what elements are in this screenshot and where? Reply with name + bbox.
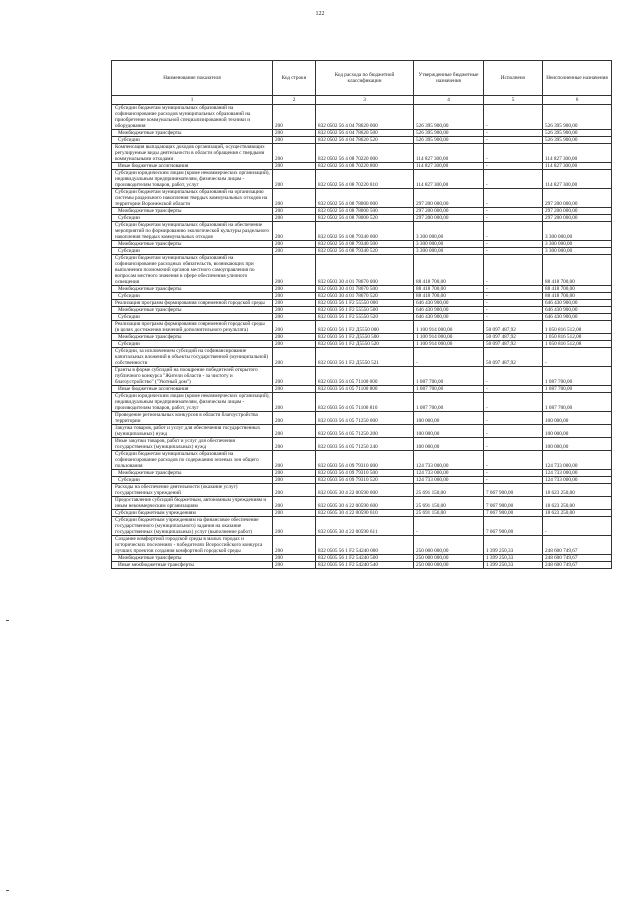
row-name: Гранты в форме субсидий на поощрение победителей открытого публичного конкурса "Жители области - за чистоту и благоустройство" ("Уютный дом")	[112, 367, 273, 386]
row-remaining-amount: 248 600 749,67	[543, 555, 612, 562]
row-name: Межбюджетные трансферты	[112, 208, 273, 215]
header-remaining: Неисполненные назначения	[543, 61, 612, 96]
row-name: Иные бюджетные ассигнования	[112, 386, 273, 393]
row-line-code: 200	[273, 241, 316, 248]
header-name: Наименование показателя	[112, 61, 273, 96]
row-line-code: 200	[273, 451, 316, 470]
row-line-code: 200	[273, 536, 316, 555]
row-classification-code: 832 0503 56 4 09 79310 520	[316, 477, 414, 484]
row-line-code: 200	[273, 497, 316, 510]
row-classification-code: 832 0505 56 1 F2 54240 500	[316, 555, 414, 562]
row-executed-amount: -	[484, 144, 543, 163]
row-line-code: 200	[273, 300, 316, 307]
row-remaining-amount: 114 827 300,00	[543, 170, 612, 189]
row-executed-amount: 1 399 250,33	[484, 536, 543, 555]
row-classification-code: 832 0503 30 4 01 78670 500	[316, 286, 414, 293]
row-executed-amount: -	[484, 105, 543, 130]
table-row	[112, 314, 612, 321]
row-classification-code: 832 0503 56 1 F2 55550 520	[316, 314, 414, 321]
scan-mark	[6, 620, 9, 621]
row-approved-amount: 114 827 300,00	[414, 163, 484, 170]
row-line-code: 200	[273, 477, 316, 484]
row-approved-amount: 646 430 900,00	[414, 314, 484, 321]
table-row	[112, 321, 612, 334]
row-approved-amount: 100 000,00	[414, 438, 484, 451]
row-approved-amount: 100 000,00	[414, 425, 484, 438]
row-classification-code: 832 0505 30 4 22 00590 000	[316, 484, 414, 497]
row-line-code: 200	[273, 163, 316, 170]
column-number: 3	[316, 96, 414, 105]
row-remaining-amount: -	[543, 348, 612, 367]
row-approved-amount: 1 087 700,00	[414, 367, 484, 386]
row-approved-amount: 3 300 000,00	[414, 241, 484, 248]
row-name: Субсидии	[112, 248, 273, 255]
table-row	[112, 286, 612, 293]
row-classification-code: 832 0502 56 4 04 78620 520	[316, 137, 414, 144]
row-name: Субсидии бюджетам муниципальных образований на софинансирование расходных обязательств, возникающих при выполнении полномочий органов местного самоуправления по вопросам местного значения в сфере обеспечения уличного освещения	[112, 255, 273, 286]
row-approved-amount: 297 200 000,00	[414, 208, 484, 215]
row-name: Субсидии	[112, 137, 273, 144]
row-executed-amount: 1 399 250,33	[484, 555, 543, 562]
row-executed-amount: -	[484, 189, 543, 208]
row-line-code: 200	[273, 215, 316, 222]
row-remaining-amount: 526 395 900,00	[543, 130, 612, 137]
row-remaining-amount: 114 827 300,00	[543, 144, 612, 163]
row-line-code: 200	[273, 137, 316, 144]
row-executed-amount: -	[484, 215, 543, 222]
table-row	[112, 348, 612, 367]
row-name: Закупка товаров, работ и услуг для обеспечения государственных (муниципальных) нужд	[112, 425, 273, 438]
row-remaining-amount: 3 300 000,00	[543, 241, 612, 248]
row-executed-amount: -	[484, 393, 543, 412]
row-classification-code: 832 0503 56 1 F2 55550 000	[316, 300, 414, 307]
row-name: Субсидии	[112, 293, 273, 300]
row-approved-amount: 297 200 000,00	[414, 215, 484, 222]
row-approved-amount: 100 000,00	[414, 412, 484, 425]
row-remaining-amount: 297 200 000,00	[543, 189, 612, 208]
row-name: Субсидии	[112, 477, 273, 484]
row-remaining-amount: 3 300 000,00	[543, 248, 612, 255]
row-executed-amount: 50 097 487,92	[484, 341, 543, 348]
row-executed-amount: -	[484, 300, 543, 307]
table-row	[112, 510, 612, 517]
row-name: Межбюджетные трансферты	[112, 241, 273, 248]
row-remaining-amount: 124 733 000,00	[543, 451, 612, 470]
row-approved-amount: 114 827 300,00	[414, 170, 484, 189]
row-name: Компенсация выпадающих доходов организаций, осуществляющих регулируемые виды деятельности в области обращения с твердыми коммунальными отходами	[112, 144, 273, 163]
row-approved-amount: 646 430 900,00	[414, 307, 484, 314]
row-line-code: 200	[273, 248, 316, 255]
row-remaining-amount: 1 050 816 512,08	[543, 321, 612, 334]
row-classification-code: 832 0502 56 4 08 78000 500	[316, 208, 414, 215]
page-number: 122	[315, 11, 325, 17]
row-executed-amount: 50 097 487,92	[484, 334, 543, 341]
row-approved-amount: 1 100 914 000,00	[414, 321, 484, 334]
row-approved-amount: 88 418 700,00	[414, 286, 484, 293]
row-approved-amount: 250 000 000,00	[414, 562, 484, 569]
row-name: Субсидии бюджетным учреждениям	[112, 510, 273, 517]
table-row	[112, 137, 612, 144]
row-remaining-amount: 100 000,00	[543, 425, 612, 438]
row-executed-amount: 7 067 900,00	[484, 517, 543, 536]
row-line-code: 200	[273, 208, 316, 215]
row-remaining-amount: 248 600 749,67	[543, 536, 612, 555]
row-approved-amount: 114 827 300,00	[414, 144, 484, 163]
row-approved-amount: 1 100 914 000,00	[414, 334, 484, 341]
row-line-code: 200	[273, 517, 316, 536]
table-row	[112, 425, 612, 438]
row-line-code: 200	[273, 286, 316, 293]
table-row	[112, 215, 612, 222]
column-number: 2	[273, 96, 316, 105]
row-name: Создание комфортной городской среды в малых городах и исторических поселениях - победителях Всероссийского конкурса лучших проектов создания комфортной городской среды	[112, 536, 273, 555]
column-number: 1	[112, 96, 273, 105]
row-classification-code: 832 0505 56 1 F2 54240 540	[316, 562, 414, 569]
row-line-code: 200	[273, 130, 316, 137]
row-classification-code: 832 0503 56 4 05 71100 000	[316, 367, 414, 386]
row-name: Межбюджетные трансферты	[112, 286, 273, 293]
row-remaining-amount: 88 418 700,00	[543, 255, 612, 286]
row-name: Субсидии	[112, 215, 273, 222]
row-classification-code: 832 0503 56 4 09 79310 000	[316, 451, 414, 470]
column-number-row	[112, 96, 612, 105]
row-approved-amount: 88 418 700,00	[414, 255, 484, 286]
table-row	[112, 222, 612, 241]
row-executed-amount: -	[484, 314, 543, 321]
row-line-code: 200	[273, 105, 316, 130]
row-line-code: 200	[273, 510, 316, 517]
row-line-code: 200	[273, 189, 316, 208]
table-row	[112, 517, 612, 536]
row-executed-amount: 1 399 250,33	[484, 562, 543, 569]
row-remaining-amount: 124 733 000,00	[543, 470, 612, 477]
row-classification-code: 832 0502 56 4 04 78620 000	[316, 105, 414, 130]
row-remaining-amount: 18 623 250,00	[543, 497, 612, 510]
row-executed-amount: 7 067 900,00	[484, 484, 543, 497]
row-approved-amount: 124 733 000,00	[414, 451, 484, 470]
header-line-code: Код строки	[273, 61, 316, 96]
row-line-code: 200	[273, 438, 316, 451]
row-classification-code: 832 0502 56 4 08 79340 520	[316, 248, 414, 255]
row-approved-amount: 1 087 700,00	[414, 386, 484, 393]
row-approved-amount: 1 100 914 000,00	[414, 341, 484, 348]
table-row	[112, 130, 612, 137]
row-remaining-amount: 526 395 900,00	[543, 105, 612, 130]
row-remaining-amount: 1 087 700,00	[543, 393, 612, 412]
row-line-code: 200	[273, 170, 316, 189]
row-remaining-amount: 646 430 900,00	[543, 307, 612, 314]
row-classification-code: 832 0503 56 1 F2 55550 500	[316, 307, 414, 314]
row-line-code: 200	[273, 386, 316, 393]
row-executed-amount: -	[484, 386, 543, 393]
row-approved-amount: 3 300 000,00	[414, 248, 484, 255]
row-classification-code: 832 0503 30 4 01 78670 000	[316, 255, 414, 286]
row-line-code: 200	[273, 255, 316, 286]
row-executed-amount: -	[484, 367, 543, 386]
row-name: Межбюджетные трансферты	[112, 470, 273, 477]
table-row	[112, 334, 612, 341]
table-row	[112, 412, 612, 425]
row-name: Иные бюджетные ассигнования	[112, 163, 273, 170]
row-classification-code: 832 0503 56 4 05 71100 810	[316, 393, 414, 412]
row-approved-amount: 1 087 700,00	[414, 393, 484, 412]
table-row	[112, 105, 612, 130]
row-approved-amount: 250 000 000,00	[414, 536, 484, 555]
row-classification-code: 832 0503 30 4 01 78670 520	[316, 293, 414, 300]
row-executed-amount: -	[484, 163, 543, 170]
row-classification-code: 832 0502 56 4 08 70220 800	[316, 163, 414, 170]
row-classification-code: 832 0502 56 4 08 79340 500	[316, 241, 414, 248]
row-executed-amount: -	[484, 425, 543, 438]
row-name: Предоставление субсидий бюджетным, автономным учреждениям и иным некоммерческим организациям	[112, 497, 273, 510]
table-row	[112, 555, 612, 562]
row-classification-code: 832 0503 56 1 F2 Д5550 520	[316, 341, 414, 348]
row-remaining-amount: 297 200 000,00	[543, 215, 612, 222]
row-executed-amount: 7 067 900,00	[484, 510, 543, 517]
row-approved-amount: 88 418 700,00	[414, 293, 484, 300]
column-number: 5	[484, 96, 543, 105]
row-approved-amount: 3 300 000,00	[414, 222, 484, 241]
row-line-code: 200	[273, 412, 316, 425]
row-name: Иные межбюджетные трансферты	[112, 562, 273, 569]
row-line-code: 200	[273, 314, 316, 321]
row-line-code: 200	[273, 341, 316, 348]
row-classification-code: 832 0503 56 4 05 71250 000	[316, 412, 414, 425]
row-remaining-amount: 646 430 900,00	[543, 314, 612, 321]
row-line-code: 200	[273, 555, 316, 562]
row-remaining-amount: 88 418 700,00	[543, 286, 612, 293]
row-approved-amount: 250 000 000,00	[414, 555, 484, 562]
row-line-code: 200	[273, 293, 316, 300]
row-executed-amount: -	[484, 438, 543, 451]
row-executed-amount: -	[484, 293, 543, 300]
table-row	[112, 255, 612, 286]
row-name: Расходы на обеспечение деятельности (оказание услуг) государственных учреждений	[112, 484, 273, 497]
row-line-code: 200	[273, 470, 316, 477]
row-executed-amount: -	[484, 470, 543, 477]
row-remaining-amount: 100 000,00	[543, 412, 612, 425]
row-classification-code: 832 0503 56 4 05 71100 800	[316, 386, 414, 393]
row-classification-code: 832 0505 30 4 22 00590 600	[316, 497, 414, 510]
row-name: Субсидии бюджетным учреждениям на финансовое обеспечение государственного (муниципального) задания на оказание государственных (муниципальных) услуг (выполнение работ)	[112, 517, 273, 536]
row-remaining-amount: 18 623 250,00	[543, 510, 612, 517]
row-executed-amount: -	[484, 170, 543, 189]
row-approved-amount: 526 395 900,00	[414, 105, 484, 130]
row-remaining-amount: 114 827 300,00	[543, 163, 612, 170]
table-row	[112, 170, 612, 189]
header-classification-code: Код расхода по бюджетной классификации	[316, 61, 414, 96]
scan-mark	[6, 890, 9, 891]
row-name: Субсидии бюджетам муниципальных образований на обеспечение мероприятий по формированию экологической культуры раздельного накопления твердых коммунальных отходов	[112, 222, 273, 241]
row-remaining-amount: 297 200 000,00	[543, 208, 612, 215]
row-approved-amount: -	[414, 517, 484, 536]
row-name: Субсидии	[112, 314, 273, 321]
row-name: Субсидии, за исключением субсидий на софинансирование капитальных вложений в объекты государственной (муниципальной) собственности	[112, 348, 273, 367]
header-row	[112, 61, 612, 96]
row-approved-amount: -	[414, 348, 484, 367]
table-row	[112, 470, 612, 477]
row-approved-amount: 646 430 900,00	[414, 300, 484, 307]
table-row	[112, 300, 612, 307]
row-name: Реализация программ формирования современной городской среды (в целях достижения значений дополнительного результата)	[112, 321, 273, 334]
table-row	[112, 293, 612, 300]
row-name: Межбюджетные трансферты	[112, 307, 273, 314]
row-executed-amount: -	[484, 307, 543, 314]
row-classification-code: 832 0502 56 4 08 70220 000	[316, 144, 414, 163]
row-classification-code: 832 0502 56 4 04 78620 500	[316, 130, 414, 137]
row-name: Иные закупки товаров, работ и услуг для обеспечения государственных (муниципальных) нужд	[112, 438, 273, 451]
row-classification-code: 832 0505 56 1 F2 54240 000	[316, 536, 414, 555]
table-row	[112, 144, 612, 163]
row-executed-amount: -	[484, 412, 543, 425]
row-name: Межбюджетные трансферты	[112, 555, 273, 562]
row-line-code: 200	[273, 307, 316, 314]
row-executed-amount: -	[484, 222, 543, 241]
row-classification-code: 832 0503 56 1 F2 Д5550 521	[316, 348, 414, 367]
row-executed-amount: -	[484, 477, 543, 484]
row-line-code: 200	[273, 367, 316, 386]
row-name: Субсидии бюджетам муниципальных образований на софинансирование расходов по содержанию зеленых зон общего пользования	[112, 451, 273, 470]
row-executed-amount: -	[484, 286, 543, 293]
row-executed-amount: 7 067 900,00	[484, 497, 543, 510]
table-row	[112, 341, 612, 348]
row-line-code: 200	[273, 144, 316, 163]
row-classification-code: 832 0502 56 4 08 78000 000	[316, 189, 414, 208]
row-approved-amount: 526 395 900,00	[414, 130, 484, 137]
row-remaining-amount: 3 300 000,00	[543, 222, 612, 241]
row-remaining-amount: -	[543, 517, 612, 536]
row-classification-code: 832 0503 56 4 05 71250 240	[316, 438, 414, 451]
row-executed-amount: -	[484, 137, 543, 144]
row-name: Проведение региональных конкурсов в области благоустройства территории	[112, 412, 273, 425]
row-classification-code: 832 0502 56 4 08 79340 000	[316, 222, 414, 241]
table-row	[112, 393, 612, 412]
row-remaining-amount: 1 050 816 512,08	[543, 334, 612, 341]
row-name: Субсидии юридическим лицам (кроме некоммерческих организаций), индивидуальным предпринимателям, физическим лицам - производителям товаров, работ, услуг	[112, 170, 273, 189]
row-name: Межбюджетные трансферты	[112, 334, 273, 341]
table-row	[112, 438, 612, 451]
row-classification-code: 832 0503 56 4 09 79310 500	[316, 470, 414, 477]
row-classification-code: 832 0505 30 4 22 00590 610	[316, 510, 414, 517]
table-row	[112, 497, 612, 510]
row-executed-amount: 50 097 487,92	[484, 348, 543, 367]
table-row	[112, 367, 612, 386]
row-name: Субсидии юридическим лицам (кроме некоммерческих организаций), индивидуальным предпринимателям, физическим лицам - производителям товаров, работ, услуг	[112, 393, 273, 412]
table-row	[112, 484, 612, 497]
row-remaining-amount: 1 087 700,00	[543, 386, 612, 393]
row-classification-code: 832 0505 30 4 22 00590 611	[316, 517, 414, 536]
row-line-code: 200	[273, 348, 316, 367]
row-classification-code: 832 0503 56 1 F2 Д5550 000	[316, 321, 414, 334]
row-line-code: 200	[273, 484, 316, 497]
row-remaining-amount: 88 418 700,00	[543, 293, 612, 300]
table-row	[112, 307, 612, 314]
row-approved-amount: 124 733 000,00	[414, 477, 484, 484]
row-line-code: 200	[273, 562, 316, 569]
row-name: Субсидии бюджетам муниципальных образований на организацию системы раздельного накопления твердых коммунальных отходов на территории Воронежской области	[112, 189, 273, 208]
column-number: 4	[414, 96, 484, 105]
header-approved: Утвержденные бюджетные назначения	[414, 61, 484, 96]
table-row	[112, 477, 612, 484]
row-classification-code: 832 0502 56 4 08 78000 520	[316, 215, 414, 222]
row-remaining-amount: 18 623 250,00	[543, 484, 612, 497]
row-line-code: 200	[273, 321, 316, 334]
table-row	[112, 241, 612, 248]
row-line-code: 200	[273, 393, 316, 412]
row-name: Межбюджетные трансферты	[112, 130, 273, 137]
row-approved-amount: 526 395 900,00	[414, 137, 484, 144]
budget-table	[111, 60, 612, 569]
row-remaining-amount: 1 087 700,00	[543, 367, 612, 386]
row-executed-amount: 50 097 487,92	[484, 321, 543, 334]
row-remaining-amount: 1 050 816 512,08	[543, 341, 612, 348]
row-line-code: 200	[273, 334, 316, 341]
table-row	[112, 163, 612, 170]
row-classification-code: 832 0503 56 4 05 71250 200	[316, 425, 414, 438]
row-line-code: 200	[273, 222, 316, 241]
row-approved-amount: 25 691 150,00	[414, 484, 484, 497]
row-remaining-amount: 124 733 000,00	[543, 477, 612, 484]
row-classification-code: 832 0502 56 4 08 70220 810	[316, 170, 414, 189]
row-name: Реализация программ формирования современной городской среды	[112, 300, 273, 307]
row-executed-amount: -	[484, 255, 543, 286]
table-row	[112, 386, 612, 393]
row-executed-amount: -	[484, 241, 543, 248]
table-row	[112, 536, 612, 555]
row-name: Субсидии	[112, 341, 273, 348]
row-remaining-amount: 526 395 900,00	[543, 137, 612, 144]
row-approved-amount: 297 200 000,00	[414, 189, 484, 208]
table-row	[112, 562, 612, 569]
row-approved-amount: 25 691 150,00	[414, 510, 484, 517]
row-executed-amount: -	[484, 130, 543, 137]
row-executed-amount: -	[484, 248, 543, 255]
row-remaining-amount: 248 600 749,67	[543, 562, 612, 569]
row-executed-amount: -	[484, 451, 543, 470]
column-number: 6	[543, 96, 612, 105]
table-row	[112, 451, 612, 470]
row-name: Субсидии бюджетам муниципальных образований на софинансирование расходов муниципальных образований на приобретение коммунальной специализированной техники и оборудования	[112, 105, 273, 130]
row-approved-amount: 25 691 150,00	[414, 497, 484, 510]
table-row	[112, 208, 612, 215]
row-executed-amount: -	[484, 208, 543, 215]
row-remaining-amount: 646 430 900,00	[543, 300, 612, 307]
table-row	[112, 248, 612, 255]
row-line-code: 200	[273, 425, 316, 438]
row-remaining-amount: 100 000,00	[543, 438, 612, 451]
row-approved-amount: 124 733 000,00	[414, 470, 484, 477]
header-executed: Исполнено	[484, 61, 543, 96]
table-row	[112, 189, 612, 208]
row-classification-code: 832 0503 56 1 F2 Д5550 500	[316, 334, 414, 341]
